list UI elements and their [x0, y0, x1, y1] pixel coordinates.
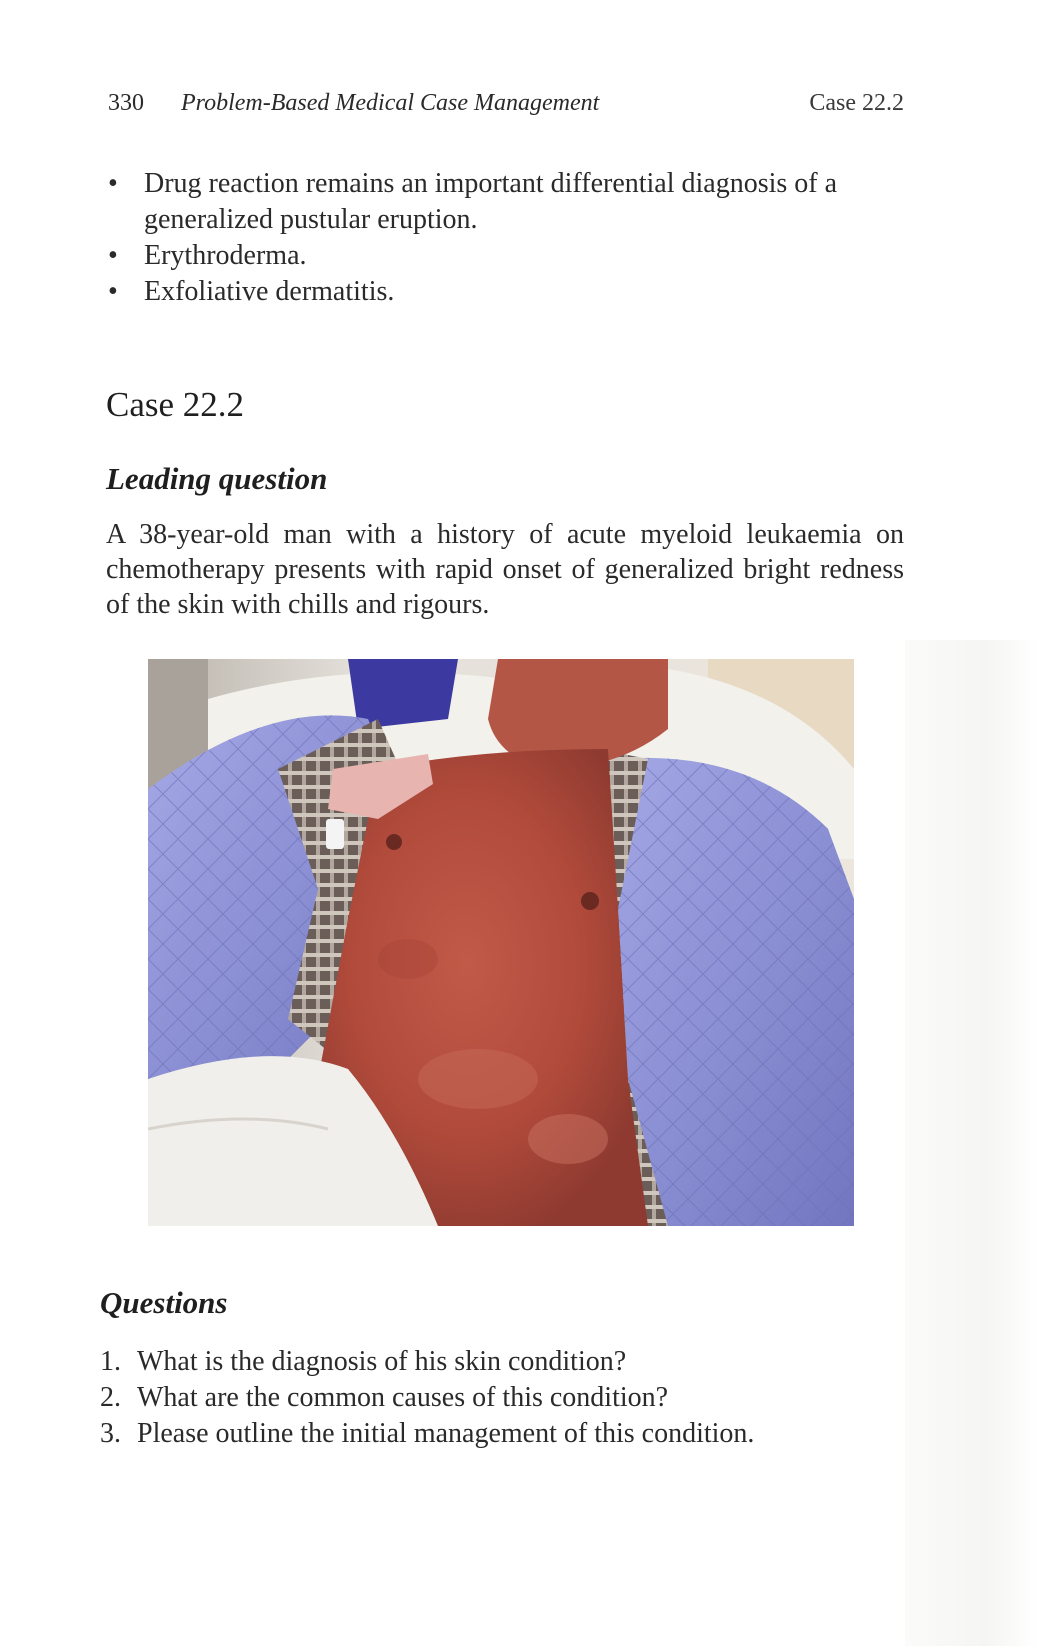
- question-item: [100, 1380, 900, 1416]
- questions-list: [100, 1344, 900, 1452]
- bullet-dot: •: [108, 240, 118, 271]
- leading-question-heading: Leading question: [106, 461, 328, 496]
- question-number: 3.: [100, 1418, 121, 1449]
- bullet-text: Drug reaction remains an important differential diagnosis of a generalized pustular eruption.: [144, 168, 838, 235]
- question-number: 2.: [100, 1382, 121, 1413]
- page-number: 330: [108, 90, 144, 116]
- bullet-text: Erythroderma.: [144, 240, 307, 271]
- case-heading: Case 22.2: [106, 385, 245, 424]
- bullet-item: [106, 274, 906, 310]
- bullet-list: [106, 166, 906, 310]
- question-item: [100, 1344, 900, 1380]
- running-case-label: Case 22.2: [809, 90, 904, 116]
- question-text: What are the common causes of this condition?: [137, 1382, 669, 1413]
- question-text: What is the diagnosis of his skin condition?: [137, 1346, 627, 1377]
- case-description: A 38-year-old man with a history of acute myeloid leukaemia on chemotherapy presents with rapid onset of generalized bright redness of the skin with chills and rigours.: [106, 519, 904, 620]
- question-number: 1.: [100, 1346, 121, 1377]
- bullet-item: [106, 238, 906, 274]
- clinical-photo-drawing: [148, 659, 854, 1226]
- question-item: [100, 1416, 900, 1452]
- question-text: Please outline the initial management of this condition.: [137, 1418, 755, 1449]
- running-header: [108, 86, 904, 120]
- clinical-photo: [148, 659, 854, 1226]
- bullet-dot: •: [108, 168, 118, 199]
- bullet-item: [106, 166, 906, 238]
- bullet-dot: •: [108, 276, 118, 307]
- page-edge-shadow: [905, 640, 1039, 1646]
- bullet-text: Exfoliative dermatitis.: [144, 276, 395, 307]
- questions-heading: Questions: [100, 1285, 228, 1320]
- book-title: Problem-Based Medical Case Management: [181, 90, 600, 116]
